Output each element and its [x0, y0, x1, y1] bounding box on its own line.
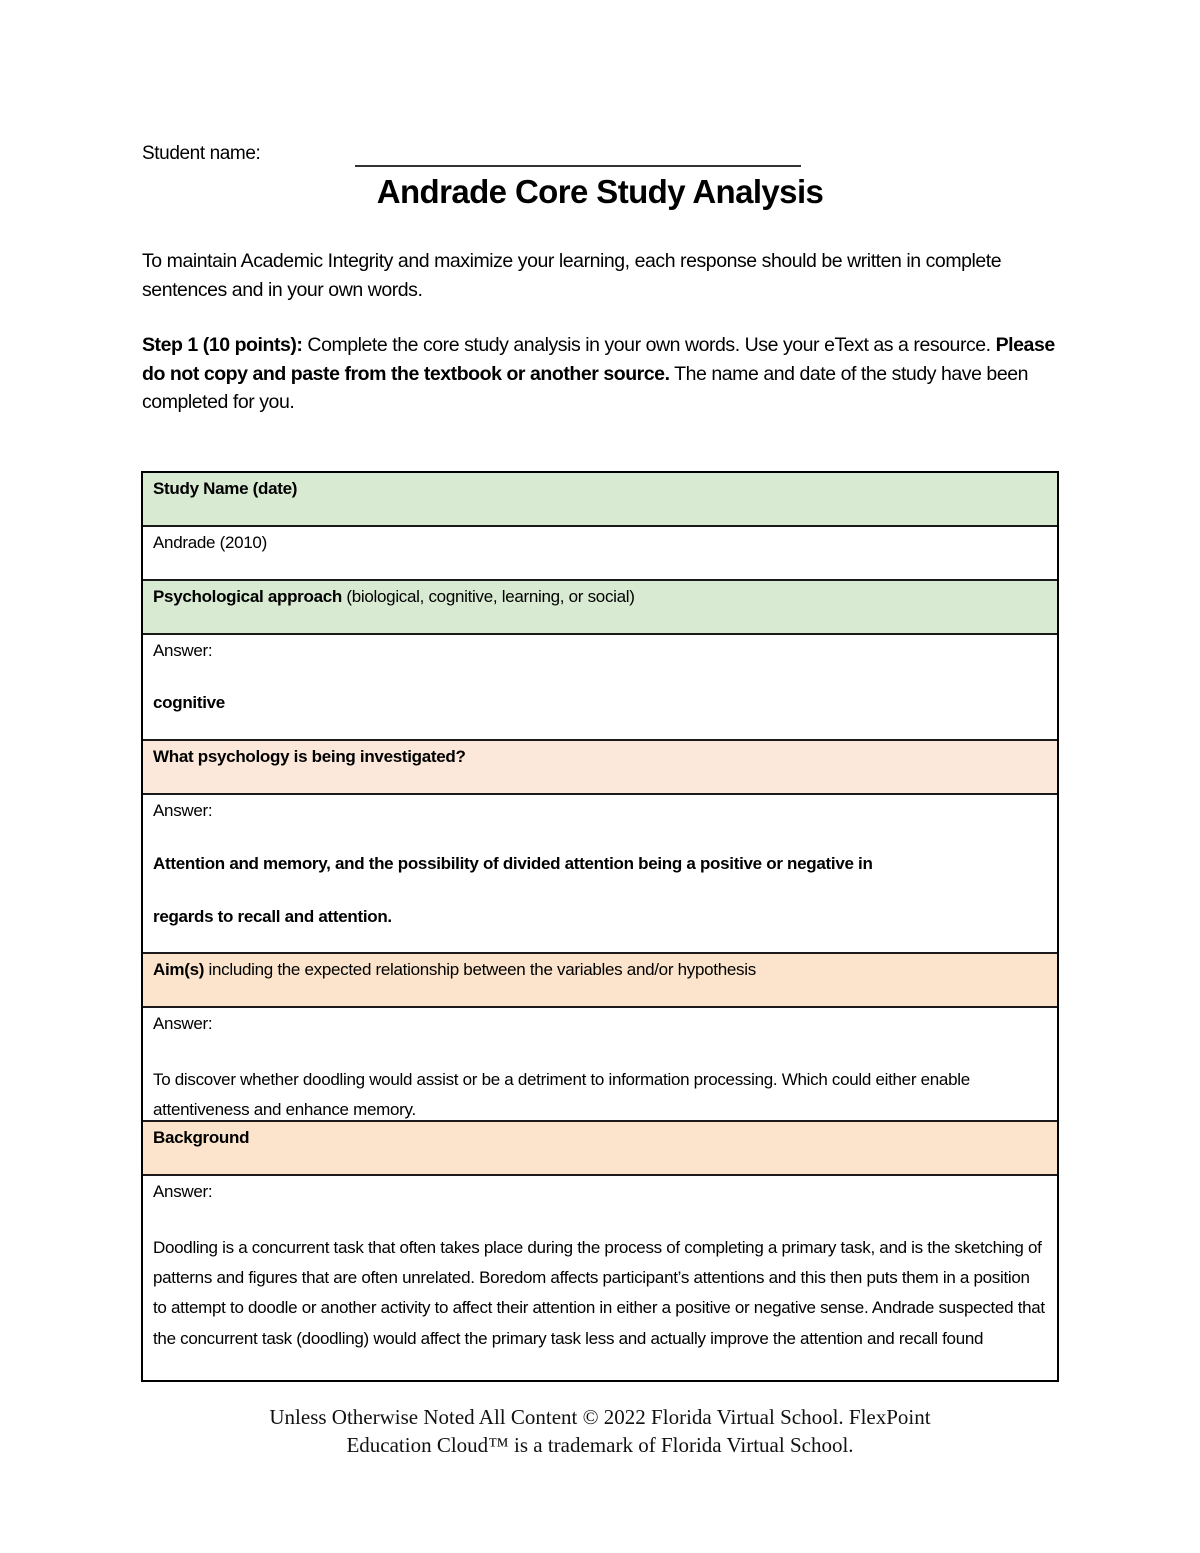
footer-line-1: Unless Otherwise Noted All Content © 2022 Florida Virtual School. FlexPoint — [269, 1405, 931, 1429]
investigated-answer-line-1: Attention and memory, and the possibility of divided attention being a positive or negative in — [153, 854, 873, 873]
aim-answer-row[interactable] — [143, 1008, 1057, 1122]
investigated-header: What psychology is being investigated? — [153, 747, 466, 766]
page-title: Andrade Core Study Analysis — [376, 173, 824, 210]
study-name-value: Andrade (2010) — [153, 533, 267, 552]
aim-header-rest: including the expected relationship between the variables and/or hypothesis — [204, 960, 756, 979]
answer-label: Answer: — [153, 801, 213, 820]
core-study-analysis-table — [141, 471, 1059, 1382]
footer-line-2: Education Cloud™ is a trademark of Florida Virtual School. — [346, 1433, 854, 1457]
background-answer-row[interactable] — [143, 1176, 1057, 1380]
aim-answer: To discover whether doodling would assist or be a detriment to information processing. Which could either enable attentiveness and enhance memory. — [153, 1070, 970, 1119]
step-text-b: The name and date of the study have been completed for you. — [142, 362, 1029, 413]
student-name-row — [142, 143, 802, 169]
background-header-row — [143, 1122, 1057, 1176]
background-answer: Doodling is a concurrent task that often takes place during the process of completing a primary task, and is the sketching of patterns and figures that are often unrelated. Boredom affects participant’s attentions and this then puts them in a position to attempt to doodle or another activity to affect their attention in either a positive or negative sense. Andrade suspected that the concurrent task (doodling) would affect the primary task less and actually improve the attention and recall found — [153, 1238, 1045, 1348]
aim-header-row — [143, 954, 1057, 1008]
approach-answer-row[interactable] — [143, 635, 1057, 741]
investigated-answer-row[interactable] — [143, 795, 1057, 954]
approach-header-bold: Psychological approach — [153, 587, 342, 606]
background-header: Background — [153, 1128, 250, 1147]
approach-answer: cognitive — [153, 693, 225, 712]
step-text-a: Complete the core study analysis in your own words. Use your eText as a resource. — [302, 334, 996, 356]
study-name-header-row — [143, 473, 1057, 527]
step-label: Step 1 (10 points): — [142, 334, 303, 356]
answer-label: Answer: — [153, 1182, 213, 1201]
student-name-label: Student name: — [142, 143, 261, 164]
step-1-instructions — [142, 331, 1067, 417]
answer-label: Answer: — [153, 641, 213, 660]
study-name-value-row[interactable] — [143, 527, 1057, 581]
answer-label: Answer: — [153, 1014, 213, 1033]
student-name-field[interactable] — [355, 165, 801, 167]
copyright-footer — [0, 1403, 1200, 1459]
study-name-header: Study Name (date) — [153, 479, 298, 498]
approach-header-row — [143, 581, 1057, 635]
approach-header-rest: (biological, cognitive, learning, or social) — [341, 587, 635, 606]
investigated-answer-line-2: regards to recall and attention. — [153, 907, 392, 926]
aim-header-bold: Aim(s) — [153, 960, 205, 979]
integrity-instructions: To maintain Academic Integrity and maximize your learning, each response should be written in complete sentences and in your own words. — [142, 250, 1002, 301]
step-warning: Please do not copy and paste from the textbook or another source. — [142, 334, 1055, 385]
investigated-header-row — [143, 741, 1057, 795]
